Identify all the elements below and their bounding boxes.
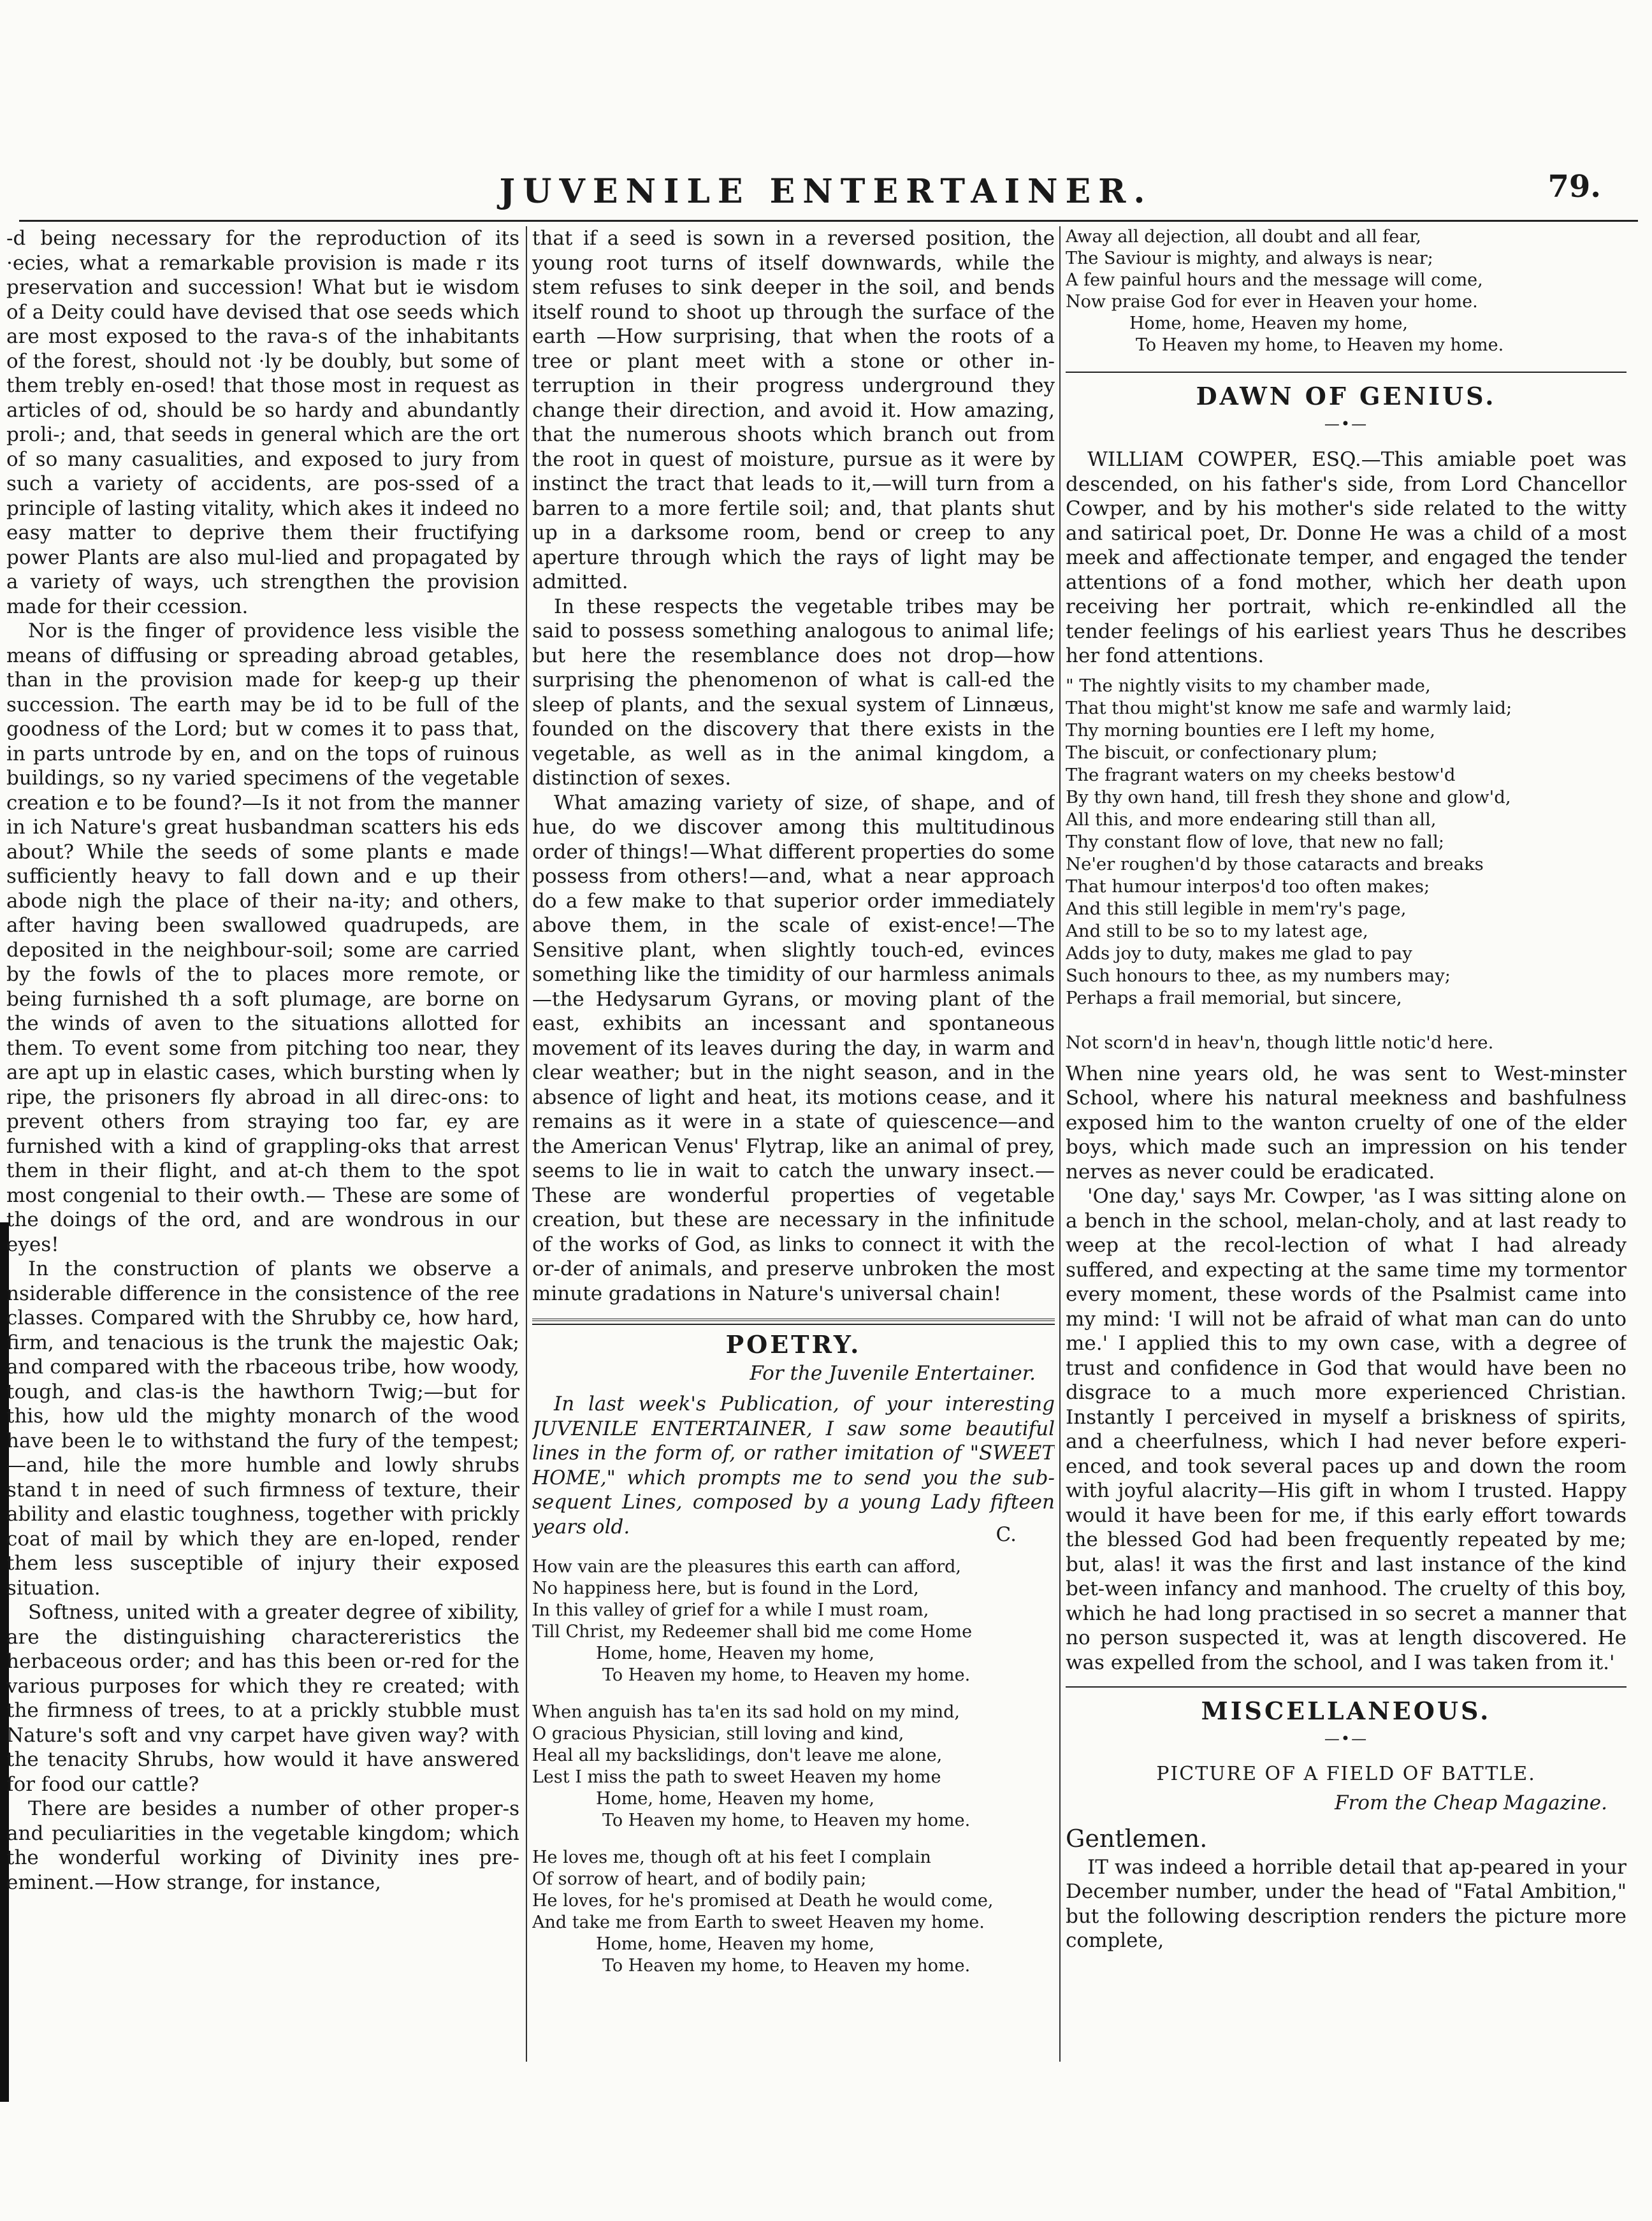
verse-line: Of sorrow of heart, and of bodily pain; (532, 1869, 867, 1889)
column-2 (532, 226, 1055, 2062)
verse-line: Now praise God for ever in Heaven your home. (1066, 292, 1478, 312)
poem-stanza-3 (532, 1847, 1055, 1977)
ornament-divider: —•— (1324, 1729, 1368, 1747)
verse-line: And take me from Earth to sweet Heaven my home. (532, 1912, 985, 1932)
masthead-title: JUVENILE ENTERTAINER. (499, 172, 1153, 211)
page-number: 79. (1547, 169, 1601, 205)
verse-refrain: To Heaven my home, to Heaven my home. (602, 1810, 971, 1830)
article-paragraph: -d being necessary for the reproduction of its ·ecies, what a remarkable provision is made r its preservation and succession! What but ie wisdom of a Deity could have devised that ose seeds which are most exposed to the rava-s of the inhabitants of the forest, should not ·ly be doubly, but some of them trebly en-osed! that those most in request as articles of od, should be so hardy and abundantly proli-; and, that seeds in general which are the ort of so many casualities, and exposed to jury from such a variety of accidents, are pos-ssed of a principle of lasting vitality, which akes it indeed no easy matter to deprive them their fructifying power Plants are also mul-lied and propagated by a variety of ways, uch strengthen the provision made for their ccession. (6, 227, 519, 618)
quote-line: And still to be so to my latest age, (1066, 920, 1368, 941)
poetry-intro: In last week's Publication, of your interesting JUVENILE ENTERTAINER, I saw some beautiful lines in the form of, or rather imitation of "SWEET HOME," which prompts me to send you the sub-sequent Lines, composed by a young Lady fifteen years old. (532, 1393, 1055, 1538)
section-rule (532, 1319, 1055, 1325)
verse-line: How vain are the pleasures this earth can afford, (532, 1556, 961, 1577)
article-paragraph: 'One day,' says Mr. Cowper, 'as I was sitting alone on a bench in the school, melan-choly, and at last ready to weep at the recol-lection of what I had already suffered, and expecting at the same time my tormentor every moment, these words of the Psalmist came into my mind: 'I will not be afraid of what man can do unto me.' I applied this to my own case, with a degree of trust and confidence in God that would have been no disgrace to a much more experienced Christian. Instantly I perceived in myself a briskness of spirits, and a cheerfulness, which I had never before experi-enced, and took several paces up and down the room with joyful alacrity—His gift in whom I trusted. Happy would it have been for me, if this early effort towards the blessed God had been frequently repeated by me; but, alas! it was the first and last instance of the kind bet-ween infancy and manhood. The cruelty of this boy, which he had long practised in so secret a manner that no person suspected it, was at length discovered. He was expelled from the school, and I was taken from it.' (1066, 1185, 1627, 1674)
quote-line: Not scorn'd in heav'n, though little notic'd here. (1066, 1032, 1494, 1053)
article-paragraph: When nine years old, he was sent to West-minster School, where his natural meekness and bashfulness exposed him to the wanton cruelty of one of the elder boys, which made such an impression on his tender nerves as never could be eradicated. (1066, 1062, 1627, 1183)
quote-line: Thy constant flow of love, that new no fall; (1066, 831, 1445, 852)
verse-line: Lest I miss the path to sweet Heaven my home (532, 1767, 941, 1787)
article-paragraph: IT was indeed a horrible detail that ap-peared in your December number, under the head of "Fatal Ambition," but the following description renders the picture more complete, (1066, 1855, 1627, 1952)
verse-line: A few painful hours and the message will come, (1066, 270, 1483, 290)
genius-heading: DAWN OF GENIUS. (1196, 382, 1496, 410)
verse-refrain: Home, home, Heaven my home, (596, 1643, 875, 1663)
quote-line: Such honours to thee, as my numbers may; (1066, 965, 1451, 986)
article-paragraph: that if a seed is sown in a reversed position, the young root turns of itself downwards, while the stem refuses to sink deeper in the soil, and bends itself round to shoot up through the surface of the earth —How surprising, that when the roots of a tree or plant meet with a stone or other in-terruption in their progress underground they change their direction, and avoid it. How amazing, that the numerous shoots which branch out from the root in quest of moisture, pursue as it were by instinct the tract that leads to it,—will turn from a barren to a more fertile soil; and, that plants shut up in a darksome room, bend or creep to any aperture through which the rays of light may be admitted. (532, 227, 1055, 593)
verse-line: In this valley of grief for a while I must roam, (532, 1600, 929, 1620)
poem-stanza-1 (532, 1556, 1055, 1686)
quote-line: Thy morning bounties ere I left my home, (1066, 720, 1436, 741)
quote-line (1066, 1009, 1627, 1032)
article-paragraph: There are besides a number of other proper-s and peculiarities in the vegetable kingdom; which the wonderful working of Divinity ines pre-eminent.—How strange, for instance, (6, 1797, 519, 1894)
article-paragraph: WILLIAM COWPER, ESQ.—This amiable poet was descended, on his father's side, from Lord Chancellor Cowper, and by his mother's side related to the witty and satirical poet, Dr. Donne He was a child of a most meek and affectionate temper, and engaged the tender attentions of a fond mother, which her death upon receiving her portrait, which re-enkindled all the tender feelings of his earliest years Thus he describes her fond attentions. (1066, 448, 1627, 667)
verse-refrain: To Heaven my home, to Heaven my home. (1136, 335, 1504, 355)
article-paragraph: In these respects the vegetable tribes may be said to possess something analogous to animal life; but here the resemblance does not drop—how surprising the phenomenon of what is call-ed the sleep of plants, and the sexual system of Linnæus, founded on the discovery that there exists in the vegetable, as well as in the animal kingdom, a distinction of sexes. (532, 595, 1055, 790)
quote-line: By thy own hand, till fresh they shone and glow'd, (1066, 786, 1511, 807)
verse-line: Away all dejection, all doubt and all fear, (1066, 227, 1421, 247)
column-1 (6, 226, 519, 2062)
quote-line: And this still legible in mem'ry's page, (1066, 898, 1407, 919)
verse-line: No happiness here, but is found in the Lord, (532, 1578, 919, 1598)
verse-refrain: To Heaven my home, to Heaven my home. (602, 1665, 971, 1685)
verse-line: When anguish has ta'en its sad hold on my mind, (532, 1702, 960, 1722)
verse-line: O gracious Physician, still loving and kind, (532, 1723, 904, 1744)
verse-refrain: Home, home, Heaven my home, (596, 1934, 875, 1954)
salutation: Gentlemen. (1066, 1825, 1208, 1853)
section-rule (1066, 372, 1627, 373)
verse-line: Till Christ, my Redeemer shall bid me come Home (532, 1621, 973, 1642)
ornament-divider: —•— (1324, 414, 1368, 433)
header-rule (19, 220, 1638, 222)
column-divider (526, 226, 527, 2062)
quote-line: Adds joy to duty, makes me glad to pay (1066, 943, 1412, 964)
article-paragraph: What amazing variety of size, of shape, and of hue, do we discover among this multitudinous order of things!—What different properties do some possess from others!—and, what a near approach do a few make to that superior order immediately above them, in the scale of exist-ence!—The Sensitive plant, when slightly touch-ed, evinces something like the timidity of our harmless animals—the Hedysarum Gyrans, or moving plant of the east, exhibits an incessant and spontaneous movement of its leaves during the day, in warm and clear weather; but in the night season, and in the absence of light and heat, its motions cease, and it remains as it were in a state of quiescence—and the American Venus' Flytrap, like an animal of prey, seems to lie in wait to catch the unwary insect.—These are wonderful properties of vegetable creation, but these are necessary in the infinitude of the works of God, as links to connect it with the or-der of animals, and preserve unbroken the most minute gradations in Nature's universal chain! (532, 791, 1055, 1305)
battle-subheading: PICTURE OF A FIELD OF BATTLE. (1156, 1763, 1536, 1785)
cowper-quotation (1066, 675, 1627, 1054)
quote-line: The fragrant waters on my cheeks bestow'd (1066, 764, 1456, 785)
miscellaneous-heading: MISCELLANEOUS. (1201, 1696, 1491, 1725)
poem-stanza-4 (1066, 226, 1627, 356)
quote-line: That thou might'st know me safe and warmly laid; (1066, 697, 1512, 718)
intro-signature: C. (996, 1523, 1017, 1546)
article-paragraph: Softness, united with a greater degree of xibility, are the distinguishing charactereristics the herbaceous order; and has this been or-red for the various purposes for which they re created; with the firmness of trees, to at a prickly stubble must Nature's soft and vny carpet have given way? with the tenacity Shrubs, how would it have answered for food our cattle? (6, 1601, 519, 1796)
quote-line: All this, and more endearing still than all, (1066, 809, 1437, 830)
verse-line: He loves, for he's promised at Death he would come, (532, 1890, 994, 1911)
section-rule (1066, 1686, 1627, 1688)
verse-line: Heal all my backslidings, don't leave me alone, (532, 1745, 943, 1765)
quote-line: Ne'er roughen'd by those cataracts and breaks (1066, 853, 1484, 874)
poetry-heading: POETRY. (725, 1330, 862, 1359)
quote-line: Perhaps a frail memorial, but sincere, (1066, 987, 1402, 1008)
quote-line: " The nightly visits to my chamber made, (1066, 675, 1431, 696)
poetry-source: For the Juvenile Entertainer. (750, 1361, 1036, 1385)
verse-line: The Saviour is mighty, and always is near; (1066, 249, 1433, 268)
verse-refrain: Home, home, Heaven my home, (596, 1788, 875, 1809)
article-paragraph: Nor is the finger of providence less visible the means of diffusing or spreading abroad getables, than in the provision made for keep-g up their succession. The earth may be id to be full of the goodness of the Lord; but w comes it to pass that, in parts untrode by en, and on the tops of ruinous buildings, so ny varied specimens of the vegetable creation e to be found?—Is it not from the manner in ich Nature's great husbandman scatters his eds about? While the seeds of some plants e made sufficiently heavy to fall down and e up their abode nigh the place of their na-ity; and others, after having been swallowed quadrupeds, are deposited in the neighbour-soil; some are carried by the fowls of the to places more remote, or being furnished th a soft plumage, are borne on the winds of aven to the situations allotted for them. To event some from pitching too near, they are apt up in elastic cases, which bursting when ly ripe, the prisoners fly abroad in all direc-ons: to prevent others from straying too far, ey are furnished with a kind of grappling-oks that arrest them in their flight, and at-ch them to the spot most congenial to their owth.— These are some of the doings of the ord, and are wondrous in our eyes! (6, 619, 519, 1256)
verse-refrain: To Heaven my home, to Heaven my home. (602, 1955, 971, 1976)
column-divider (1059, 226, 1061, 2062)
quote-line: That humour interpos'd too often makes; (1066, 876, 1430, 897)
poem-stanza-2 (532, 1702, 1055, 1832)
quote-line: The biscuit, or confectionary plum; (1066, 742, 1378, 763)
verse-refrain: Home, home, Heaven my home, (1129, 314, 1409, 333)
article-paragraph: In the construction of plants we observe a nsiderable difference in the consistence of the ree classes. Compared with the Shrubby ce, how hard, firm, and tenacious is the trunk the majestic Oak; and compared with the rbaceous tribe, how woody, tough, and clas-is the hawthorn Twig;—but for this, how uld the mighty monarch of the wood have been le to withstand the fury of the tempest;—and, hile the more humble and lowly shrubs stand t in need of such firmness of texture, their ability and elastic toughness, together with prickly coat of mail by which they are en-loped, render them less susceptible of injury their exposed situation. (6, 1257, 519, 1600)
column-3 (1066, 226, 1627, 2062)
misc-source: From the Cheap Magazine. (1334, 1791, 1607, 1814)
verse-line: He loves me, though oft at his feet I complain (532, 1847, 931, 1867)
